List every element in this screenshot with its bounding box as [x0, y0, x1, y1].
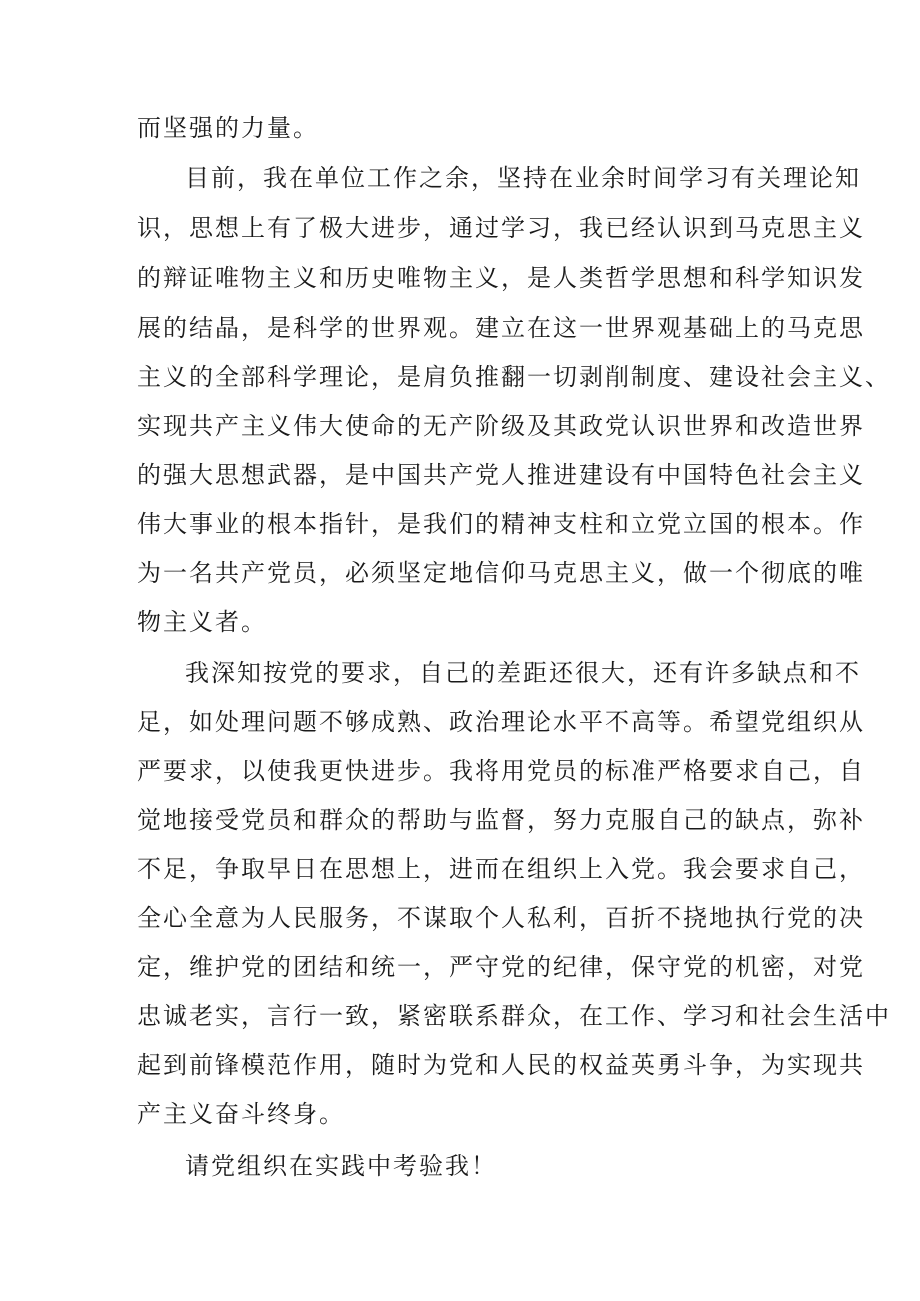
paragraph-3-line-7: 定，维护党的团结和统一，严守党的纪律，保守党的机密，对党: [137, 953, 865, 981]
paragraph-3-line-4: 觉地接受党员和群众的帮助与监督，努力克服自己的缺点，弥补: [137, 806, 865, 834]
paragraph-3-line-10: 产主义奋斗终身。: [137, 1100, 345, 1128]
paragraph-3-line-9: 起到前锋模范作用，随时为党和人民的权益英勇斗争，为实现共: [137, 1051, 865, 1079]
paragraph-2-line-8: 伟大事业的根本指针，是我们的精神支柱和立党立国的根本。作: [137, 510, 865, 538]
paragraph-1-line-1: 而坚强的力量。: [137, 114, 319, 142]
paragraph-3-line-5: 不足，争取早日在思想上，进而在组织上入党。我会要求自己，: [137, 855, 865, 883]
paragraph-3-line-6: 全心全意为人民服务，不谋取个人私利，百折不挠地执行党的决: [137, 904, 865, 932]
paragraph-3-line-2: 足，如处理问题不够成熟、政治理论水平不高等。希望党组织从: [137, 708, 865, 736]
paragraph-2-line-7: 的强大思想武器，是中国共产党人推进建设有中国特色社会主义: [137, 461, 865, 489]
paragraph-3-line-3: 严要求，以使我更快进步。我将用党员的标准严格要求自己，自: [137, 757, 865, 785]
paragraph-2-line-3: 的辩证唯物主义和历史唯物主义，是人类哲学思想和科学知识发: [137, 264, 865, 292]
paragraph-2-line-1: 目前，我在单位工作之余，坚持在业余时间学习有关理论知: [185, 164, 861, 192]
paragraph-3-line-8: 忠诚老实，言行一致，紧密联系群众，在工作、学习和社会生活中: [137, 1002, 891, 1030]
paragraph-2-line-4: 展的结晶，是科学的世界观。建立在这一世界观基础上的马克思: [137, 314, 865, 342]
paragraph-2-line-2: 识，思想上有了极大进步，通过学习，我已经认识到马克思主义: [137, 214, 865, 242]
closing-line: 请党组织在实践中考验我！: [185, 1152, 497, 1180]
paragraph-3-line-1: 我深知按党的要求，自己的差距还很大，还有许多缺点和不: [185, 659, 861, 687]
paragraph-2-line-5: 主义的全部科学理论，是肩负推翻一切剥削制度、建设社会主义、: [137, 363, 891, 391]
paragraph-2-line-6: 实现共产主义伟大使命的无产阶级及其政党认识世界和改造世界: [137, 412, 865, 440]
paragraph-2-line-10: 物主义者。: [137, 608, 267, 636]
paragraph-2-line-9: 为一名共产党员，必须坚定地信仰马克思主义，做一个彻底的唯: [137, 559, 865, 587]
